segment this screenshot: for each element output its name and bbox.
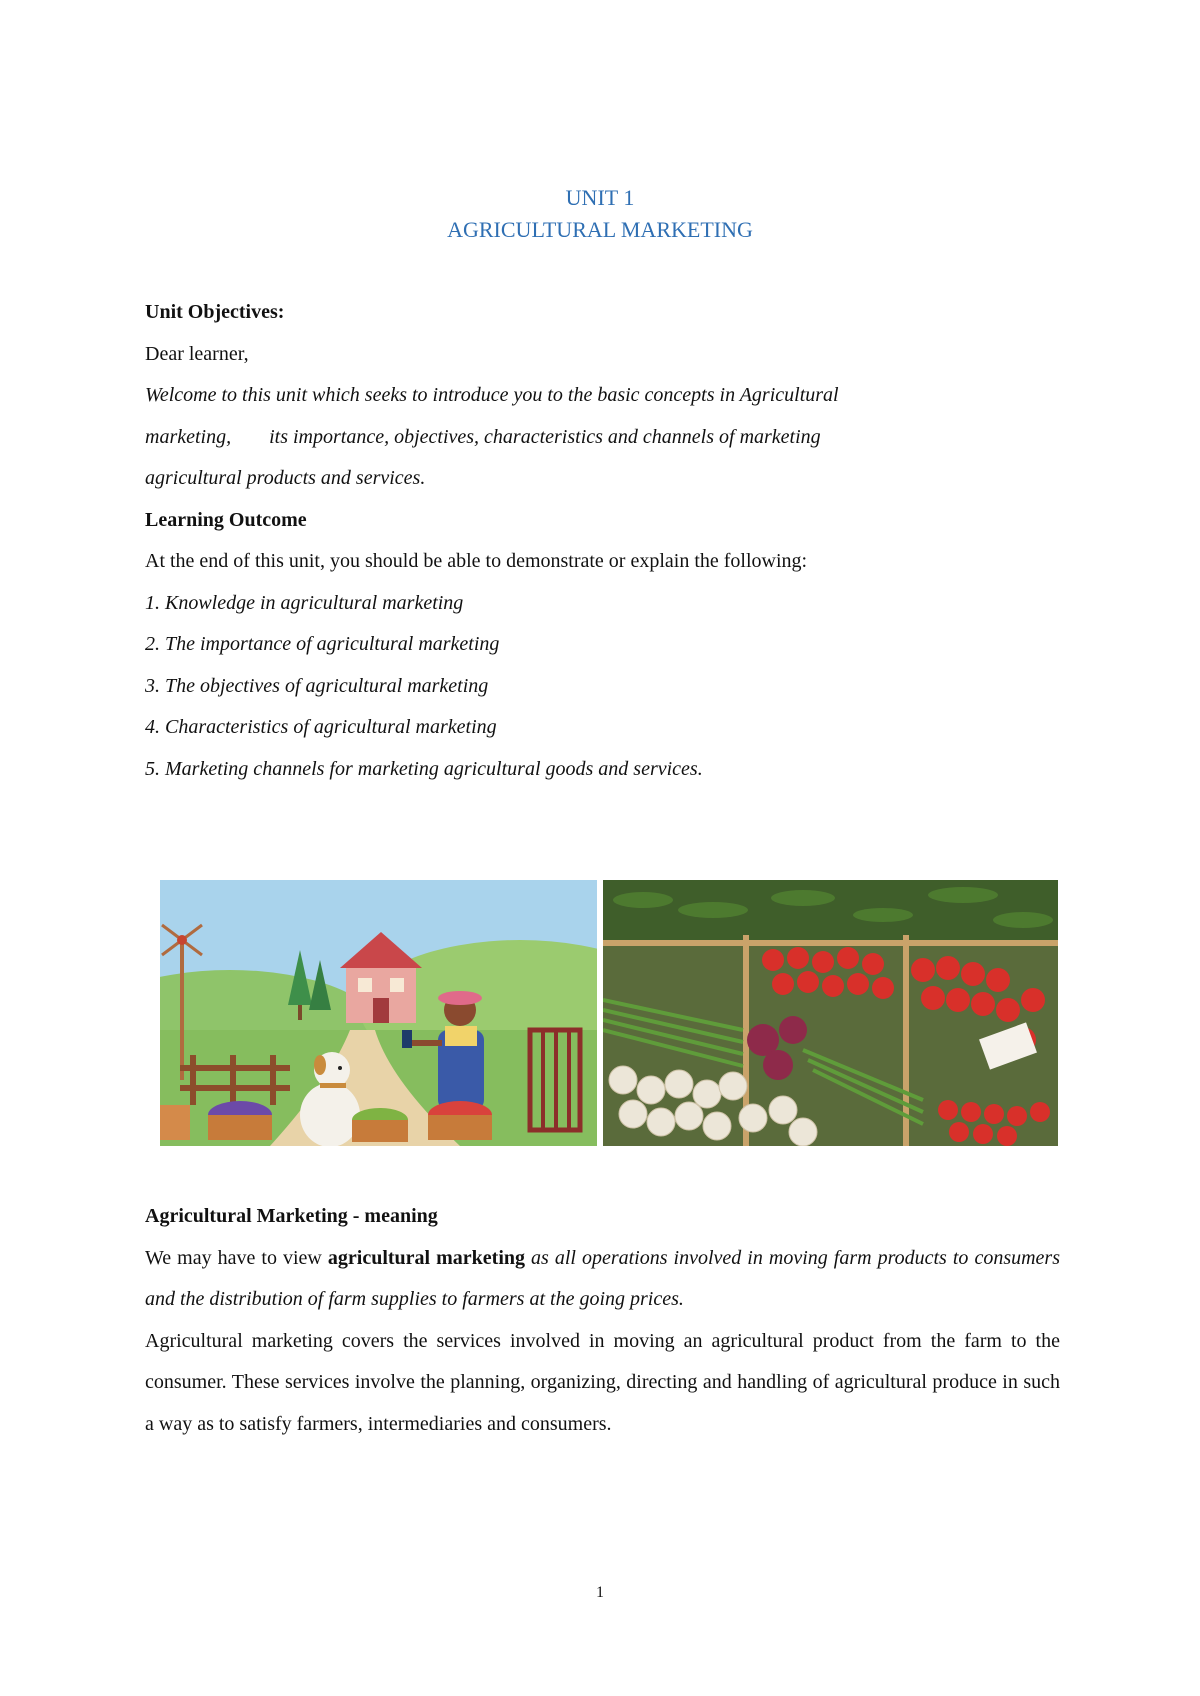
outcome-item: 5. Marketing channels for marketing agricultural goods and services. <box>145 757 703 780</box>
objectives-section <box>145 292 1060 790</box>
vegetable-market-photo <box>603 880 1058 1146</box>
meaning-paragraph-1 <box>145 1238 1060 1321</box>
outcome-item: 3. The objectives of agricultural marketing <box>145 674 489 697</box>
meaning-p1-term: agricultural marketing <box>327 1246 525 1269</box>
intro-line-2-end: its importance, objectives, characteristics and channels of marketing <box>269 425 821 448</box>
vegetable-market-svg <box>603 880 1058 1146</box>
meaning-section <box>145 1196 1060 1445</box>
page-number: 1 <box>596 1584 604 1601</box>
outcome-item: 4. Characteristics of agricultural marketing <box>145 716 497 738</box>
learning-outcome-heading: Learning Outcome <box>145 508 307 531</box>
meaning-p1-start: We may have to view <box>145 1246 328 1269</box>
greeting: Dear learner, <box>145 342 249 365</box>
meaning-p1-definition: as all operations involved in moving farm products to consumers and the distribution of farm supplies to farmers at the going prices. <box>145 1246 1060 1310</box>
farm-illustration-svg <box>160 880 597 1146</box>
outcome-item: 2. The importance of agricultural marketing <box>145 633 500 655</box>
farm-illustration-image <box>160 880 597 1146</box>
intro-line-1: Welcome to this unit which seeks to introduce you to the basic concepts in Agricultural <box>145 384 839 406</box>
outcome-item: 1. Knowledge in agricultural marketing <box>145 591 464 614</box>
intro-line-2 <box>145 417 1060 459</box>
intro-line-2-start: marketing, <box>145 425 232 448</box>
meaning-paragraph-2: Agricultural marketing covers the services involved in moving an agricultural product from the farm to the consumer. These services involve the planning, organizing, directing and handling of agricultural produce in such a way as to satisfy farmers, intermediaries and consumers. <box>145 1329 1060 1435</box>
objectives-heading: Unit Objectives: <box>145 301 285 323</box>
meaning-heading: Agricultural Marketing - meaning <box>145 1205 438 1227</box>
unit-number: UNIT 1 <box>565 185 635 210</box>
title-block <box>0 182 1200 246</box>
learning-outcome-lead: At the end of this unit, you should be able to demonstrate or explain the following: <box>145 550 808 572</box>
intro-line-3: agricultural products and services. <box>145 467 426 489</box>
unit-title: AGRICULTURAL MARKETING <box>447 217 753 242</box>
